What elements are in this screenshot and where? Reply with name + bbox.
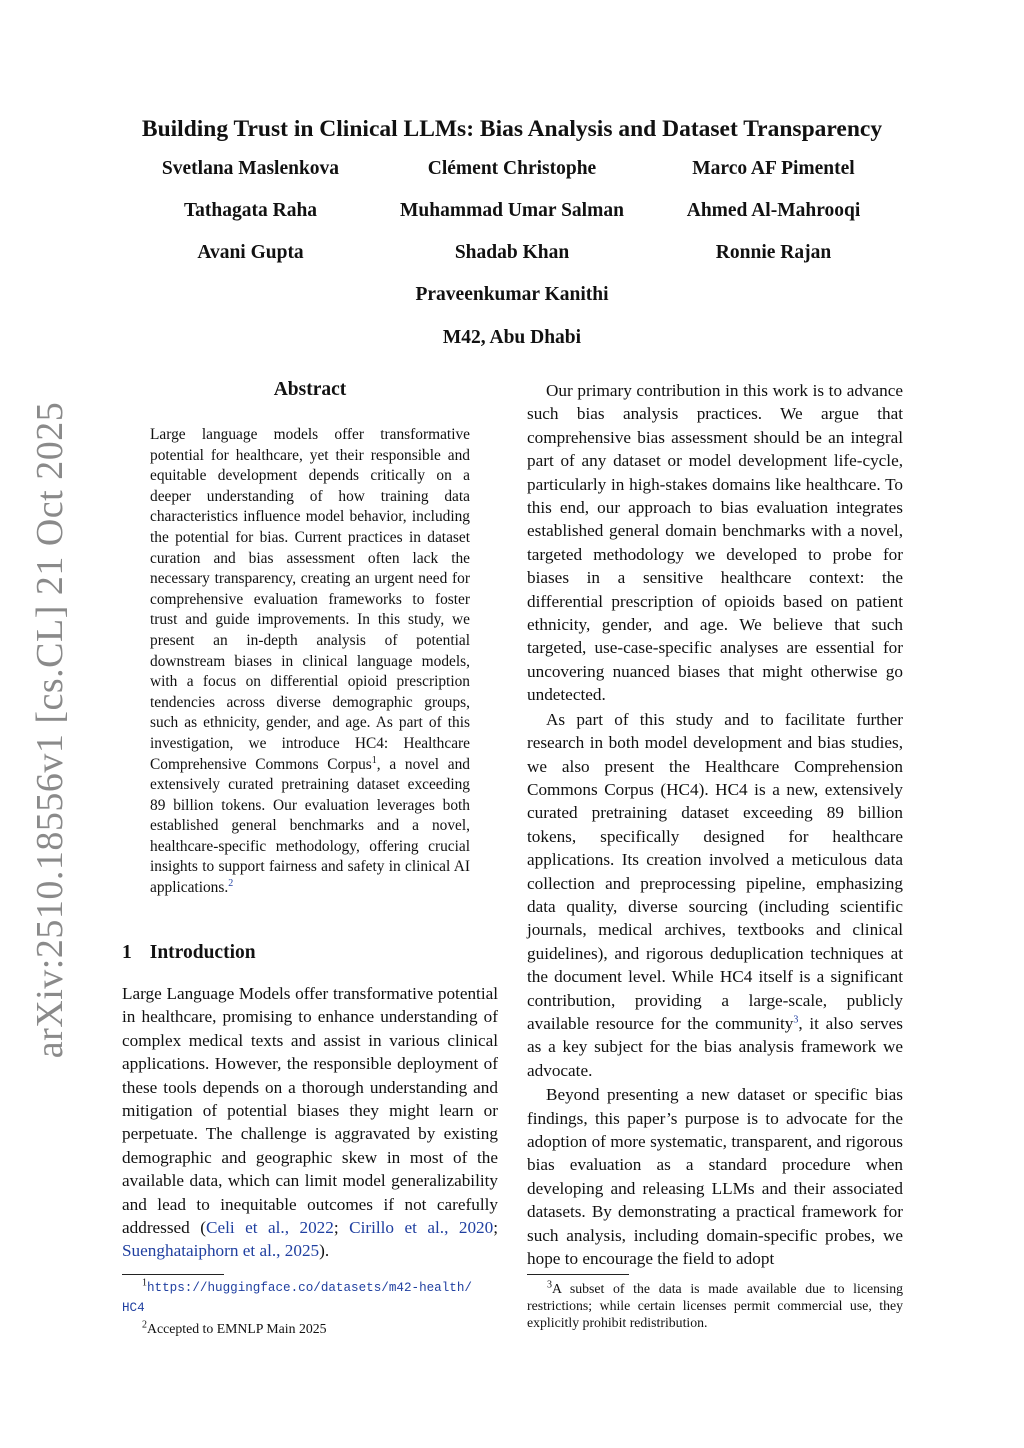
author-name: Svetlana Maslenkova xyxy=(161,158,340,179)
paragraph-text: Large Language Models offer transformative potential in healthcare, promising to enhance understanding of complex medical texts and assist in various clinical applications. However, the responsible deployment of these tools depends on a thorough understanding and mitigation of potential biases they might learn or perpetuate. The challenge is aggravated by existing demographic and geographic skew in most of the available data, which can limit model generalizability and lead to inequitable outcomes if not carefully addressed ( xyxy=(122,984,498,1238)
author-name: Ahmed Al-Mahrooqi xyxy=(686,200,861,221)
footnotes-left xyxy=(122,1278,498,1338)
author-row xyxy=(120,242,904,284)
footnote-url[interactable]: https://huggingface.co/datasets/m42-health/ xyxy=(147,1281,472,1295)
footnote-number: 2 xyxy=(142,1319,147,1331)
abstract-text-part: , a novel and extensively curated pretraining dataset exceeding 89 billion tokens. Our evaluation leverages both established general benchmarks and a novel, healthcare-specific methodology, offering crucial insights to support fairness and safety in clinical AI applications. xyxy=(150,755,471,897)
paragraph-end: ). xyxy=(319,1241,330,1261)
footnote-2 xyxy=(122,1320,498,1338)
citation-link[interactable]: Cirillo et al., 2020 xyxy=(349,1218,494,1238)
footnote-marker[interactable]: 3 xyxy=(793,1014,799,1026)
footnote-3 xyxy=(527,1280,903,1332)
citation-separator: ; xyxy=(333,1218,350,1238)
author-list xyxy=(120,158,904,326)
footnote-number: 1 xyxy=(142,1277,147,1289)
author-row xyxy=(120,158,904,200)
author-name: Shadab Khan xyxy=(454,242,570,263)
abstract-heading: Abstract xyxy=(273,379,347,400)
citation-separator: ; xyxy=(493,1218,499,1238)
footnote-divider xyxy=(527,1274,629,1275)
footnote-text: A subset of the data is made available due to licensing restrictions; while certain licenses permit commercial use, they explicitly prohibit redistribution. xyxy=(527,1281,903,1331)
footnote-marker[interactable]: 2 xyxy=(228,877,234,889)
footnote-number: 3 xyxy=(547,1279,552,1291)
author-name: Praveenkumar Kanithi xyxy=(415,284,609,305)
paragraph: Our primary contribution in this work is to advance such bias analysis practices. We argue that comprehensive bias assessment should be an integral part of any dataset or model development life-cycle, particularly in high-stakes domains like healthcare. To this end, our approach to bias evaluation integrates established general domain benchmarks with a novel, targeted methodology we developed to probe for biases in a sensitive healthcare context: the differential prescription of opioids based on patient ethnicity, gender, and age. We believe that such targeted, use-case-specific analyses are essential for uncovering nuanced biases that might otherwise go undetected. xyxy=(527,381,903,705)
section-title: Introduction xyxy=(149,942,256,963)
section-heading-introduction xyxy=(122,942,256,964)
author-name: Clément Christophe xyxy=(427,158,597,179)
author-name: Tathagata Raha xyxy=(183,200,318,221)
footnote-marker[interactable]: 1 xyxy=(371,754,377,766)
author-name: Marco AF Pimentel xyxy=(692,158,855,179)
author-name: Muhammad Umar Salman xyxy=(400,200,624,221)
affiliation: M42, Abu Dhabi xyxy=(442,327,582,348)
footnote-1-cont xyxy=(122,1298,498,1318)
footnote-1 xyxy=(122,1278,498,1298)
paper-title: Building Trust in Clinical LLMs: Bias Analysis and Dataset Transparency xyxy=(141,116,883,142)
author-row xyxy=(120,200,904,242)
author-name: Ronnie Rajan xyxy=(715,242,832,263)
paragraph: Beyond presenting a new dataset or specific bias findings, this paper’s purpose is to advocate for the adoption of more systematic, transparent, and rigorous bias evaluation as a standard procedure when developing and releasing LLMs and their associated datasets. By demonstrating a practical framework for such analysis, including domain-specific probes, we hope to encourage the field to adopt xyxy=(527,1085,903,1269)
introduction-text xyxy=(122,982,498,1263)
author-name: Avani Gupta xyxy=(197,242,304,263)
arxiv-stamp-text: arXiv:2510.18556v1 [cs.CL] 21 Oct 2025 xyxy=(29,401,71,1059)
footnote-text: Accepted to EMNLP Main 2025 xyxy=(147,1321,327,1336)
paragraph-text: , it also serves as a key subject for the bias analysis framework we advocate. xyxy=(527,1013,903,1080)
abstract-text xyxy=(150,425,470,899)
footnote-divider xyxy=(122,1274,224,1275)
citation-link[interactable]: Suenghataiphorn et al., 2025 xyxy=(122,1241,320,1261)
abstract-text-part: Large language models offer transformative potential for healthcare, yet their responsible and equitable development depends critically on a deeper understanding of how training data characteristics influence model behavior, including the potential for bias. Current practices in dataset curation and bias assessment often lack the necessary transparency, creating an urgent need for comprehensive evaluation frameworks to foster trust and guide improvements. In this study, we present an in-depth analysis of potential downstream biases in clinical language models, with a focus on differential opioid prescription tendencies across diverse demographic groups, such as ethnicity, gender, and age. As part of this investigation, we introduce HC4: Healthcare Comprehensive Commons Corpus xyxy=(150,426,470,773)
section-number: 1 xyxy=(122,942,132,963)
paragraph-text: As part of this study and to facilitate further research in both model development and bias studies, we also present the Healthcare Comprehension Commons Corpus (HC4). HC4 is a new, extensively curated pretraining dataset exceeding 89 billion tokens, specifically designed for healthcare applications. Its creation involved a meticulous data collection and preprocessing pipeline, emphasizing data quality, diverse sourcing (including scientific journals, medical archives, textbooks and clinical guidelines), and rigorous deduplication techniques at the document level. While HC4 itself is a significant contribution, providing a large-scale, publicly available resource for the community xyxy=(527,709,903,1033)
arxiv-stamp xyxy=(28,401,72,1059)
citation-link[interactable]: Celi et al., 2022 xyxy=(205,1218,334,1238)
footnote-url[interactable]: HC4 xyxy=(122,1300,145,1315)
paragraph xyxy=(527,708,903,1083)
right-column xyxy=(527,379,903,1270)
